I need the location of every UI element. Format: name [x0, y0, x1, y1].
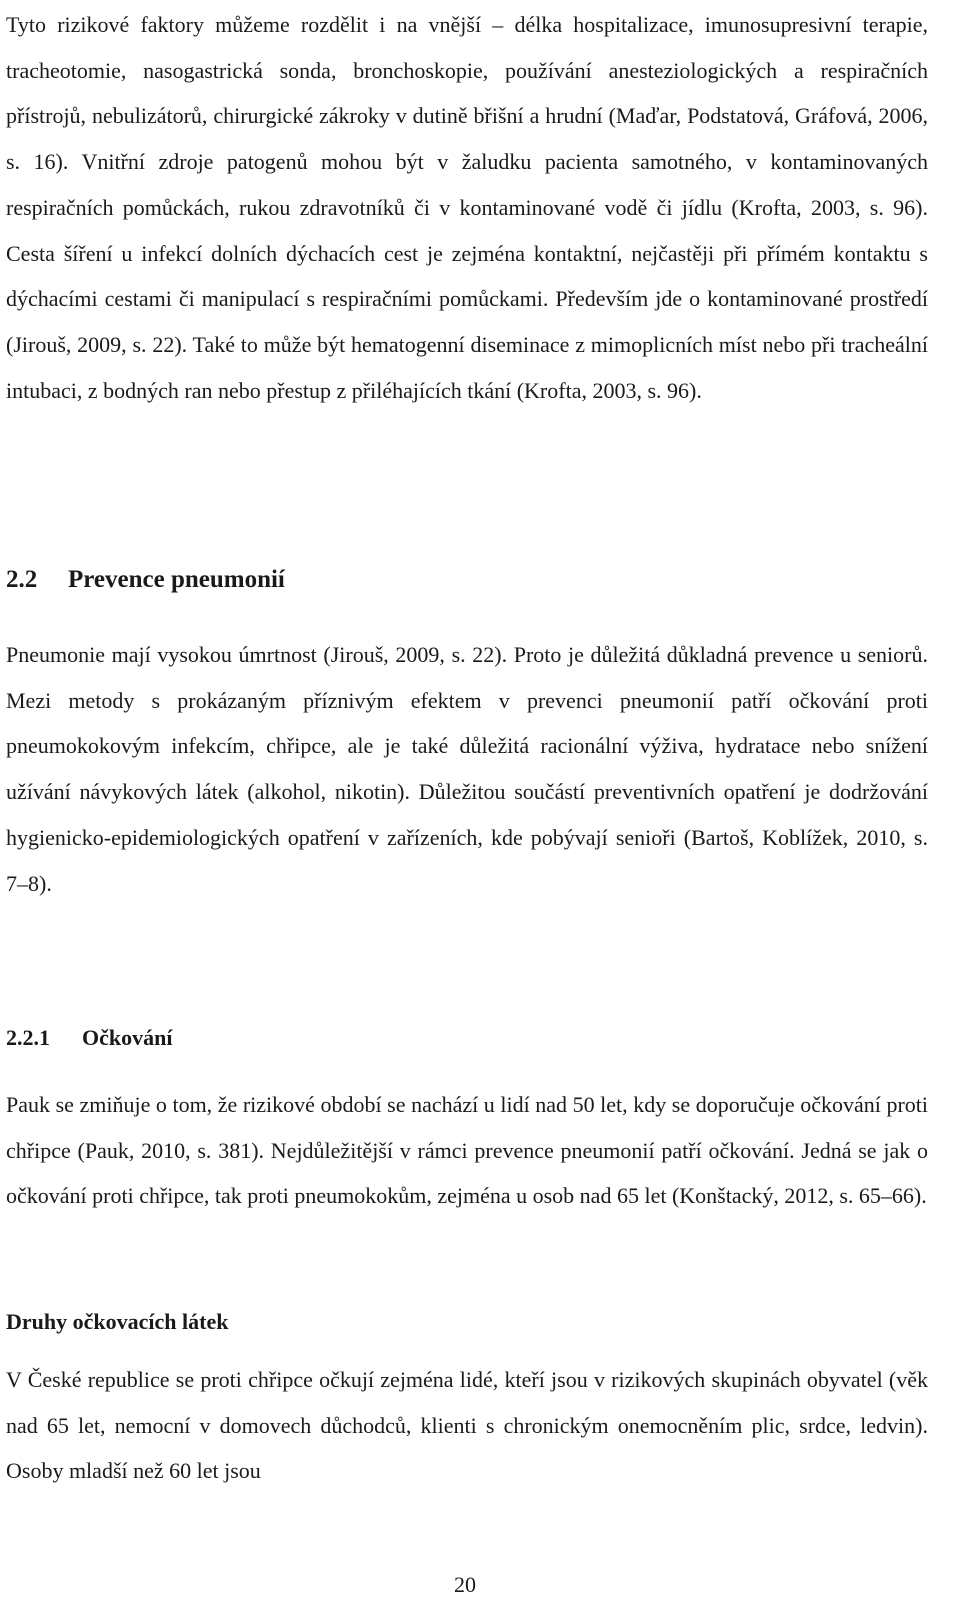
section-number: 2.2.1: [6, 1025, 50, 1050]
paragraph-text: Pauk se zmiňuje o tom, že rizikové období se nachází u lidí nad 50 let, kdy se doporučuje očkování proti chřipce (Pauk, 2010, s. 381). Nejdůležitější v rámci prevence pneumonií patří očkování. Jedná se jak o očkování proti chřipce, tak proti pneumokokům, zejména u osob nad 65 let (Konštacký, 2012, s. 65–66).: [6, 1092, 928, 1209]
page-number: 20: [454, 1572, 476, 1597]
section-heading-2-2: [6, 560, 928, 600]
paragraph-vaccine-types: [6, 1345, 928, 1494]
paragraph-vaccination: [6, 1070, 928, 1219]
paragraph-text: Pneumonie mají vysokou úmrtnost (Jirouš, 2009, s. 22). Proto je důležitá důkladná prevence u seniorů. Mezi metody s prokázaným příznivým efektem v prevenci pneumonií patří očkování proti pneumokokovým infekcím, chřipce, ale je také důležitá racionální výživa, hydratace nebo snížení užívání návykových látek (alkohol, nikotin). Důležitou součástí preventivních opatření je dodržování hygienicko-epidemiologických opatření v zařízeních, kde pobývají senioři (Bartoš, Koblížek, 2010, s. 7–8).: [6, 642, 928, 896]
section-number: 2.2: [6, 566, 38, 593]
section-heading-2-2-1: [6, 1018, 928, 1058]
paragraph-prevention: [6, 620, 928, 906]
paragraph-text: V České republice se proti chřipce očkují zejména lidé, kteří jsou v rizikových skupinách obyvatel (věk nad 65 let, nemocní v domovech důchodců, klienti s chronickým onemocněním plic, srdce, ledvin). Osoby mladší než 60 let jsou: [6, 1367, 928, 1484]
section-title: Prevence pneumonií: [68, 566, 285, 593]
subheading-vaccine-types: Druhy očkovacích látek: [6, 1309, 229, 1334]
paragraph-text: Tyto rizikové faktory můžeme rozdělit i na vnější – délka hospitalizace, imunosupresivní terapie, tracheotomie, nasogastrická sonda, bronchoskopie, používání anesteziologických a respiračních přístrojů, nebulizátorů, chirurgické zákroky v dutině břišní a hrudní (Maďar, Podstatová, Gráfová, 2006, s. 16). Vnitřní zdroje patogenů mohou být v žaludku pacienta samotného, v kontaminovaných respiračních pomůckách, rukou zdravotníků či v kontaminované vodě či jídlu (Krofta, 2003, s. 96). Cesta šíření u infekcí dolních dýchacích cest je zejména kontaktní, nejčastěji při přímém kontaktu s dýchacími cestami či manipulací s respiračními pomůckami. Především jde o kontaminované prostředí (Jirouš, 2009, s. 22). Také to může být hematogenní diseminace z mimoplicních míst nebo při tracheální intubaci, z bodných ran nebo přestup z přiléhajících tkání (Krofta, 2003, s. 96).: [6, 12, 928, 403]
paragraph-risk-factors: [6, 0, 928, 413]
section-title: Očkování: [82, 1025, 173, 1050]
